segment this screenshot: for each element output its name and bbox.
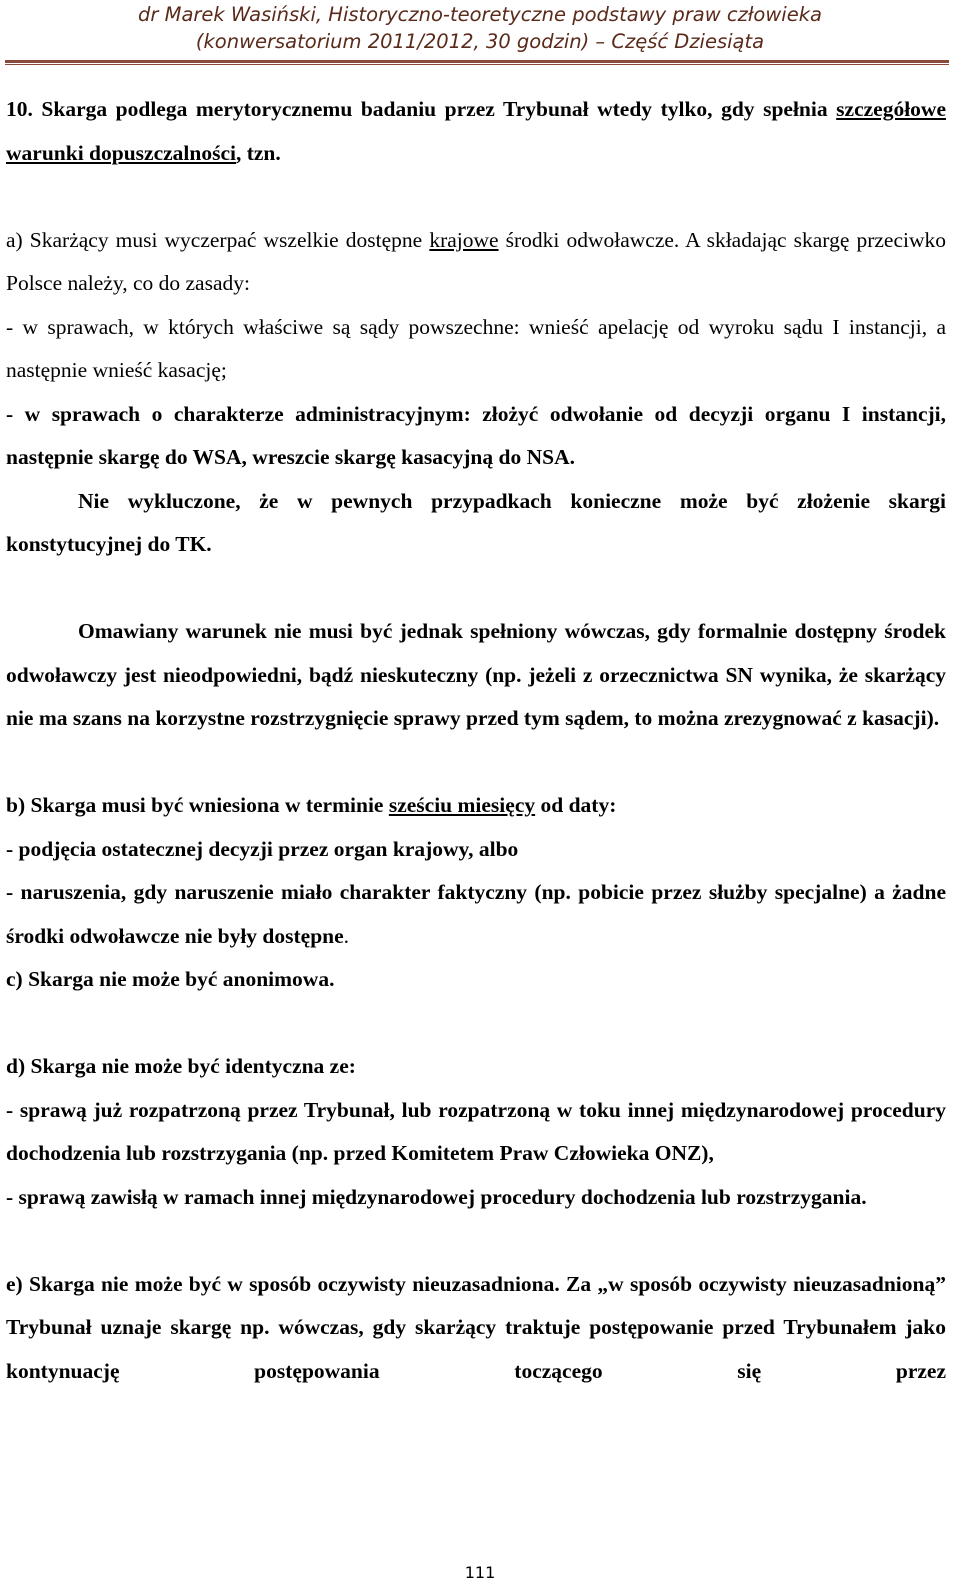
paragraph-d: d) Skarga nie może być identyczna ze: [6, 1054, 356, 1078]
underlined-phrase: szczegółowe warunki dopuszczalności [6, 97, 946, 165]
list-item: - podjęcia ostatecznej decyzji przez organ krajowy, albo [6, 836, 519, 861]
header-rule-thick [5, 60, 949, 63]
page-header [0, 0, 960, 62]
list-item: - w sprawach o charakterze administracyjnym: złożyć odwołanie od decyzji organu I instancji, następnie skargę do WSA, wreszcie skargę kasacyjną do NSA. [6, 401, 946, 469]
page-number: 111 [464, 1563, 496, 1582]
list-item: - sprawą już rozpatrzoną przez Trybunał, lub rozpatrzoną w toku innej międzynarodowej procedury dochodzenia lub rozstrzygania (np. przed Komitetem Praw Człowieka ONZ), [6, 1097, 946, 1165]
list-item: - w sprawach, w których właściwe są sądy powszechne: wnieść apelację od wyroku sądu I instancji, a następnie wnieść kasację; [6, 314, 946, 382]
underlined-phrase: krajowe [429, 227, 499, 252]
header-line-1: dr Marek Wasiński, Historyczno-teoretyczne podstawy praw człowieka [138, 3, 822, 26]
paragraph-e: e) Skarga nie może być w sposób oczywisty nieuzasadniona. Za „w sposób oczywisty nieuzasadnioną” Trybunał uznaje skargę np. wówczas, gdy skarżący traktuje postępowanie przed Trybunałem jako kontynuację postępowania toczącego się przez [6, 1271, 946, 1383]
document-body [6, 88, 946, 1393]
paragraph-10: 10. Skarga podlega merytorycznemu badaniu przez Trybunał wtedy tylko, gdy spełnia szczegółowe warunki dopuszczalności, tzn. [6, 97, 946, 165]
paragraph-note: Nie wykluczone, że w pewnych przypadkach konieczne może być złożenie skargi konstytucyjnej do TK. [6, 488, 946, 556]
paragraph-b: b) Skarga musi być wniesiona w terminie sześciu miesięcy od daty: [6, 793, 617, 817]
underlined-phrase: sześciu miesięcy [388, 793, 536, 817]
paragraph-omawiany: Omawiany warunek nie musi być jednak spełniony wówczas, gdy formalnie dostępny środek odwoławczy jest nieodpowiedni, bądź nieskuteczny (np. jeżeli z orzecznictwa SN wynika, że skarżący nie ma szans na korzystne rozstrzygnięcie sprawy przed tym sądem, to można zrezygnować z kasacji). [6, 619, 946, 730]
paragraph-c: c) Skarga nie może być anonimowa. [6, 967, 335, 991]
header-rule-thin [5, 64, 949, 65]
paragraph-a: a) Skarżący musi wyczerpać wszelkie dostępne krajowe środki odwoławcze. A składając skargę przeciwko Polsce należy, co do zasady: [6, 227, 946, 295]
list-item: - naruszenia, gdy naruszenie miało charakter faktyczny (np. pobicie przez służby specjalne) a żadne środki odwoławcze nie były dostępne. [6, 880, 946, 948]
list-item: - sprawą zawisłą w ramach innej międzynarodowej procedury dochodzenia lub rozstrzygania. [6, 1184, 867, 1209]
header-line-2: (konwersatorium 2011/2012, 30 godzin) – Część Dziesiąta [195, 30, 765, 53]
